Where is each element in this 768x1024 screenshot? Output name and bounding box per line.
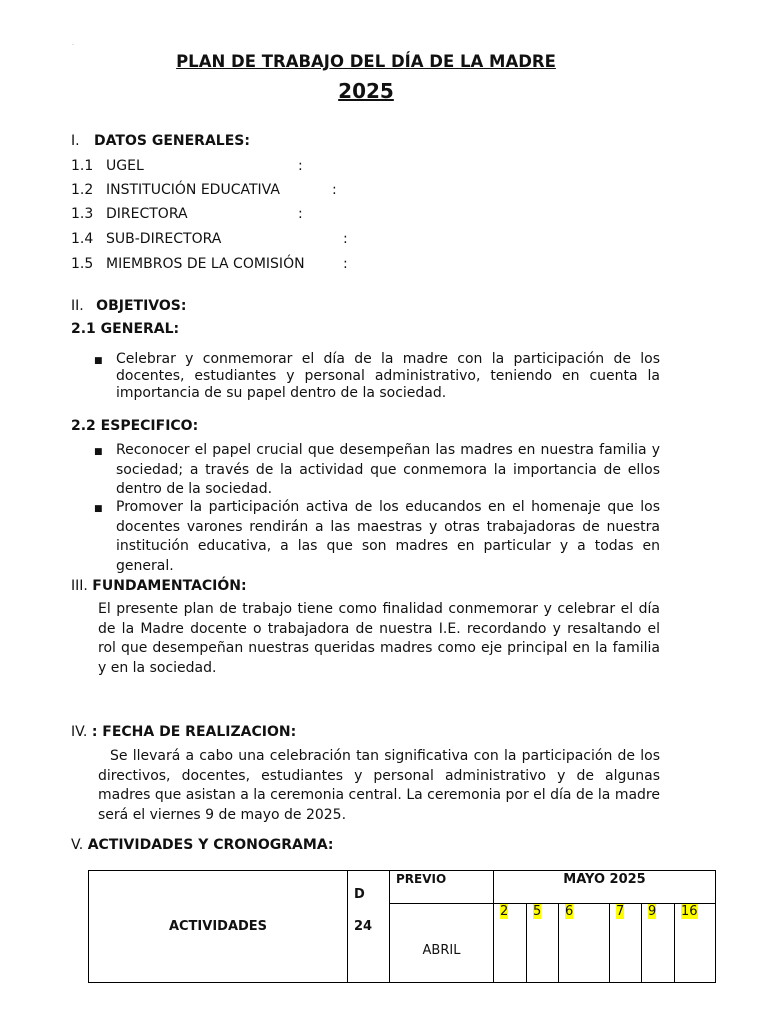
section-datos-generales <box>71 133 250 149</box>
datos-item <box>71 182 280 198</box>
section-heading: : FECHA DE REALIZACION: <box>91 724 297 740</box>
item-colon: : <box>332 182 337 198</box>
specific-objective-text: Promover la participación activa de los educandos en el homenaje que los docentes varones rendirán a las maestras y otras trabajadoras de nuestra institución educativa, a las que son madres en particular y a todas en general. <box>116 499 660 574</box>
d-24-header <box>348 871 390 983</box>
section-heading: DATOS GENERALES: <box>94 133 250 149</box>
day-cell <box>559 904 610 983</box>
section-number: I. <box>71 133 80 149</box>
item-number: 1.1 <box>71 158 94 174</box>
day-number: 2 <box>500 904 509 919</box>
item-colon: : <box>343 231 348 247</box>
day-number: 7 <box>616 904 625 919</box>
day-cell <box>610 904 642 983</box>
section-heading: FUNDAMENTACIÓN: <box>92 578 247 594</box>
subsection-especifico-heading: 2.2 ESPECIFICO: <box>71 418 199 434</box>
item-colon: : <box>298 158 303 174</box>
item-label: SUB-DIRECTORA <box>106 231 222 247</box>
page-mark: . <box>72 40 74 47</box>
day-number: 6 <box>565 904 574 919</box>
day-cell <box>494 904 527 983</box>
datos-item <box>71 256 305 272</box>
day-number: 9 <box>648 904 657 919</box>
general-objective-text: Celebrar y conmemorar el día de la madre con la participación de los docentes, estudiantes y personal administrativo, teniendo en cuenta la importancia de su papel dentro de la sociedad. <box>116 351 660 401</box>
section-number: V. <box>71 837 84 853</box>
bullet-square-icon: ■ <box>94 504 103 514</box>
item-number: 1.4 <box>71 231 94 247</box>
section-heading: OBJETIVOS: <box>96 298 187 314</box>
day-24-label: 24 <box>354 919 373 934</box>
item-label: MIEMBROS DE LA COMISIÓN <box>106 256 305 272</box>
bullet-square-icon: ■ <box>94 447 103 457</box>
item-colon: : <box>343 256 348 272</box>
datos-item <box>71 158 144 174</box>
mayo-header: MAYO 2025 <box>494 871 716 904</box>
day-cell <box>527 904 559 983</box>
abril-cell: ABRIL <box>390 904 494 983</box>
previo-header: PREVIO <box>390 871 494 904</box>
fecha-text: Se llevará a cabo una celebración tan significativa con la participación de los directivos, docentes, estudiantes y personal administrativo y de algunas madres que asistan a la ceremonia central. La ceremonia por el día de la madre será el viernes 9 de mayo de 2025. <box>98 748 660 823</box>
datos-item <box>71 206 188 222</box>
document-title: PLAN DE TRABAJO DEL DÍA DE LA MADRE <box>176 52 556 71</box>
specific-objective-text: Reconocer el papel crucial que desempeñan las madres en nuestra familia y sociedad; a través de la actividad que conmemora la importancia de ellos dentro de la sociedad. <box>116 442 660 497</box>
day-number: 5 <box>533 904 542 919</box>
document-year: 2025 <box>338 79 394 103</box>
bullet-square-icon: ■ <box>94 356 103 366</box>
fundamentacion-text: El presente plan de trabajo tiene como finalidad conmemorar y celebrar el día de la Madre docente o trabajadora de nuestra I.E. recordando y resaltando el rol que desempeñan nuestras queridas madres como eje principal en la familia y en la sociedad. <box>98 601 660 676</box>
day-cell <box>642 904 675 983</box>
item-colon: : <box>298 206 303 222</box>
datos-item <box>71 231 221 247</box>
item-number: 1.5 <box>71 256 94 272</box>
section-number: III. <box>71 578 88 594</box>
day-number: 16 <box>681 904 698 919</box>
section-actividades <box>71 837 334 853</box>
section-objetivos <box>71 298 186 314</box>
item-label: DIRECTORA <box>106 206 188 222</box>
actividades-header: ACTIVIDADES <box>89 871 348 983</box>
section-fecha <box>71 724 296 740</box>
section-number: IV. <box>71 724 88 740</box>
item-label: UGEL <box>106 158 144 174</box>
section-number: II. <box>71 298 84 314</box>
item-label: INSTITUCIÓN EDUCATIVA <box>106 182 280 198</box>
d-label: D <box>354 887 365 902</box>
cronograma-table <box>88 870 716 983</box>
section-heading: ACTIVIDADES Y CRONOGRAMA: <box>87 837 334 853</box>
subsection-general-heading: 2.1 GENERAL: <box>71 321 180 337</box>
day-cell <box>675 904 716 983</box>
section-fundamentacion <box>71 578 247 594</box>
item-number: 1.3 <box>71 206 94 222</box>
item-number: 1.2 <box>71 182 94 198</box>
